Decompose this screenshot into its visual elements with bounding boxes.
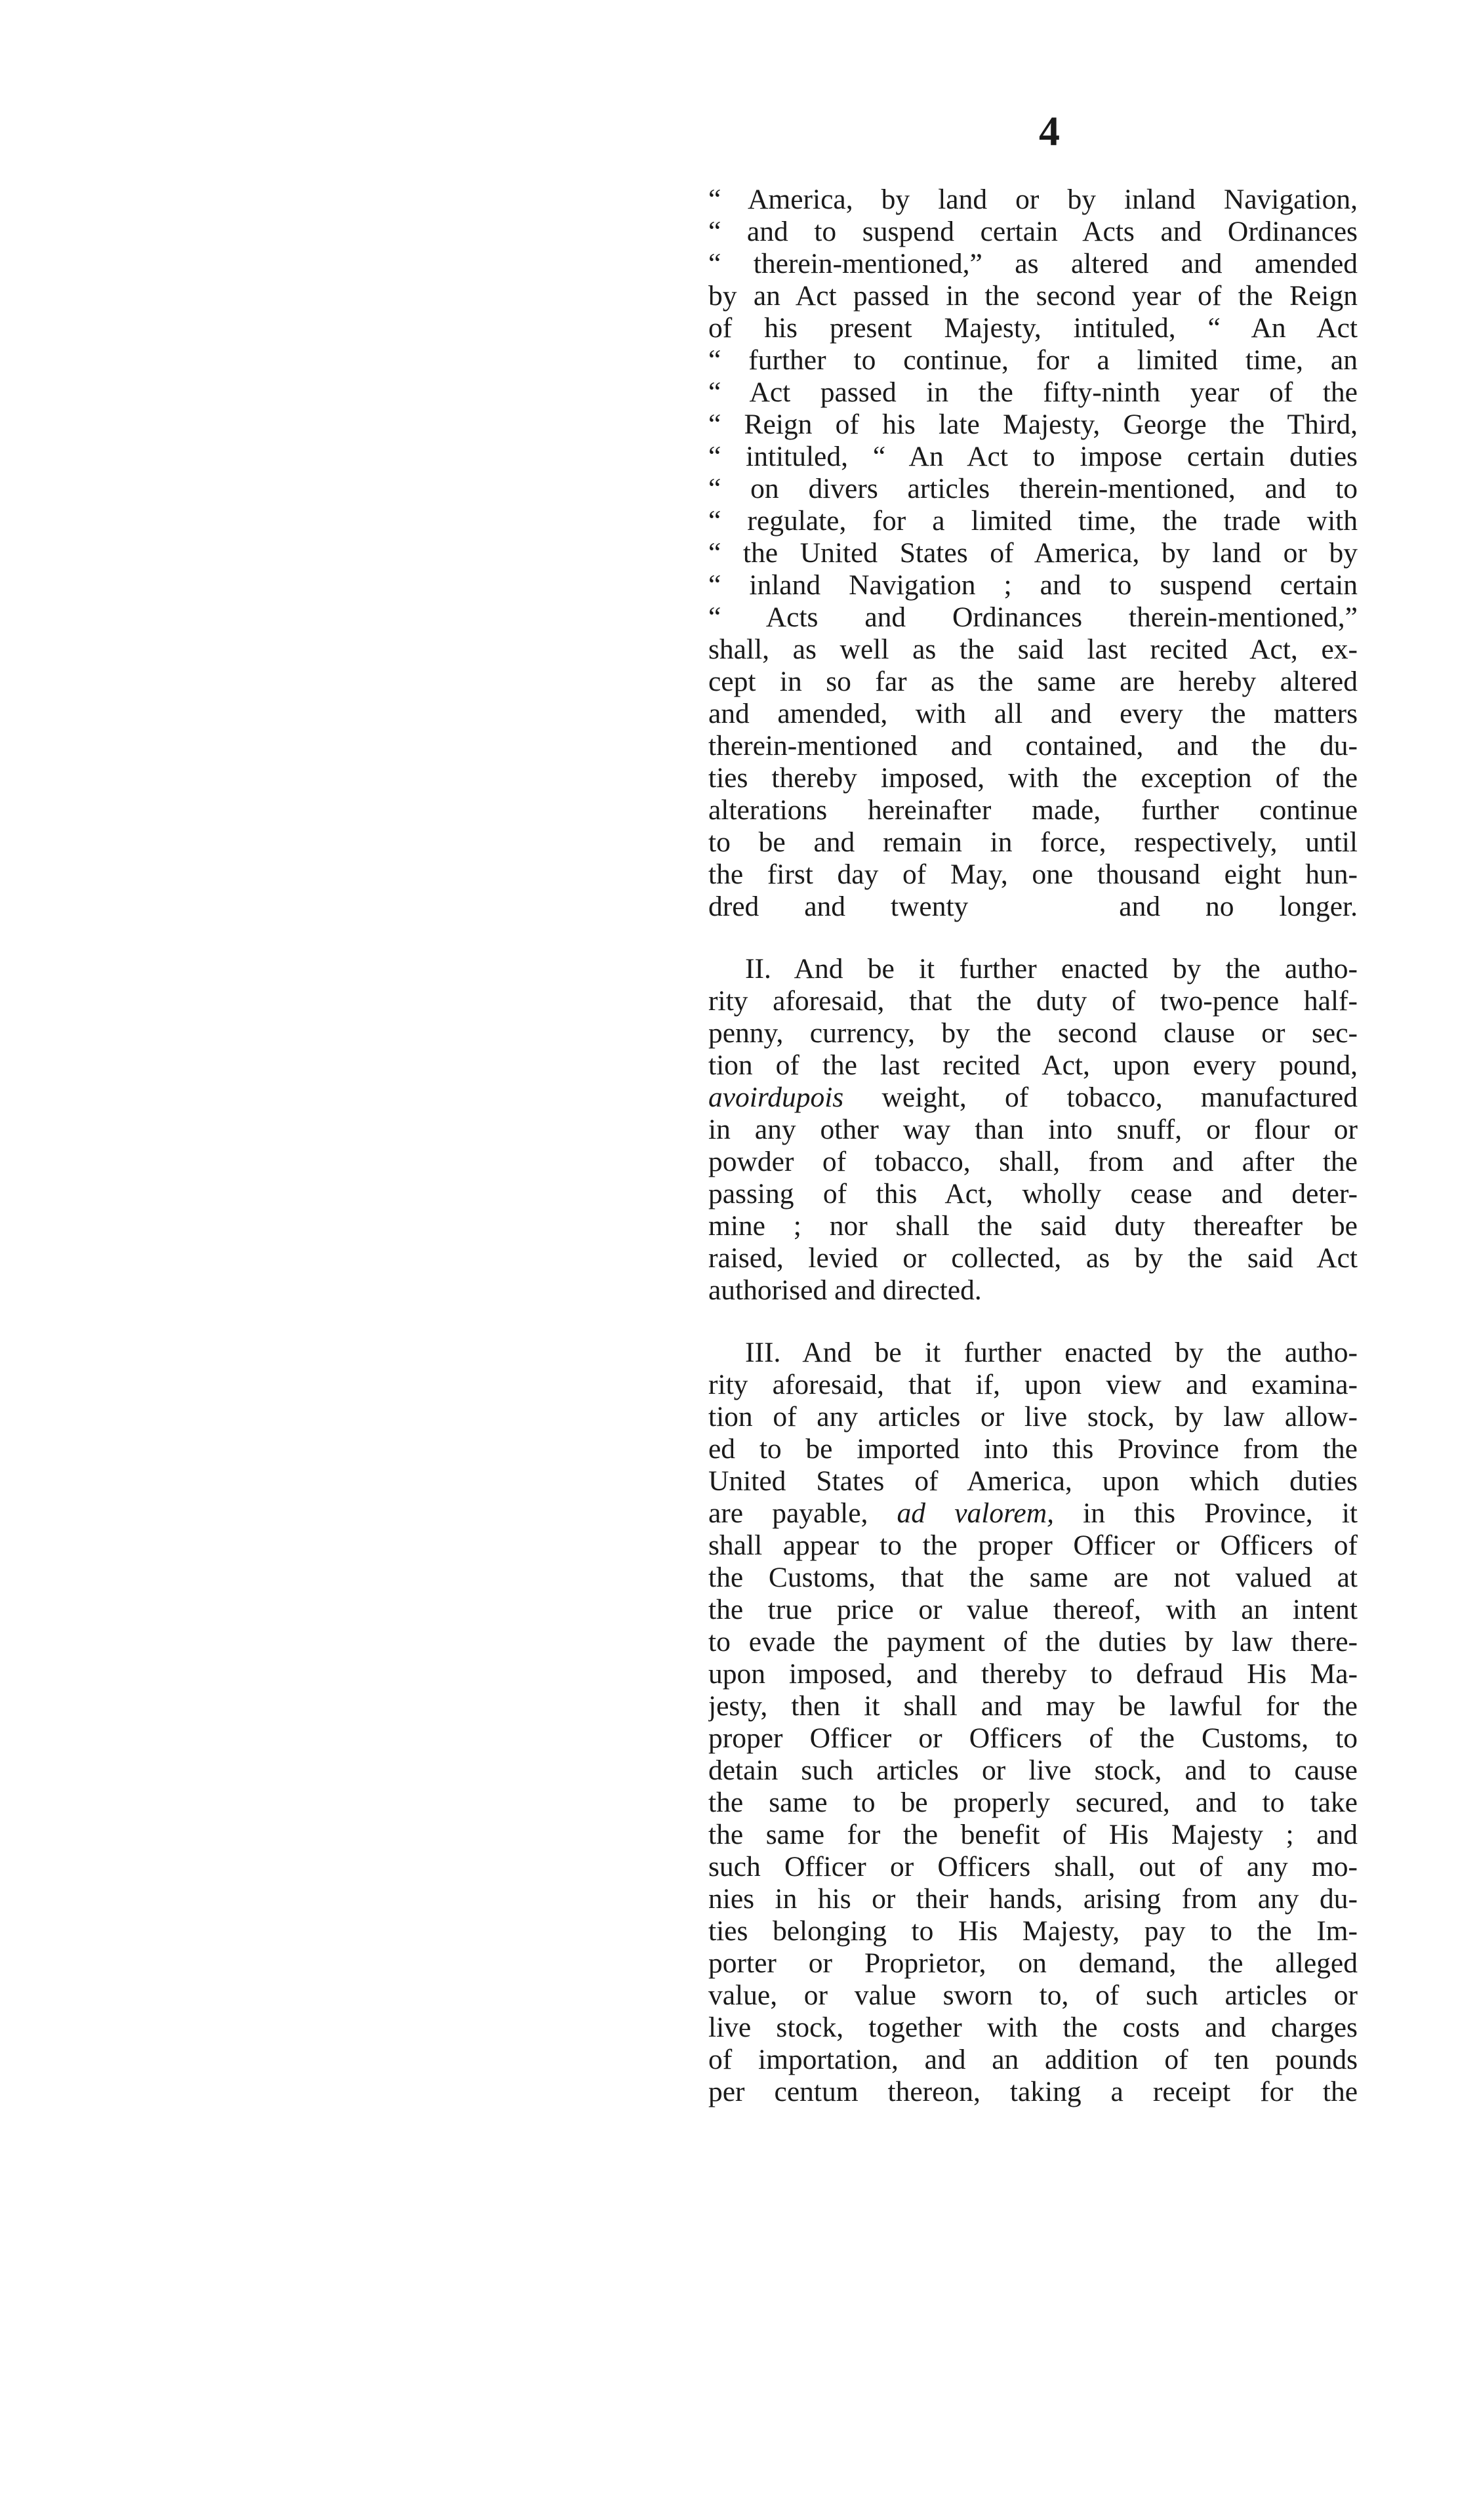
text-line: “ therein-mentioned,” as altered and amended [708, 248, 1358, 279]
line-rest: in this Province, it [1054, 1497, 1358, 1529]
text-line: rity aforesaid, that if, upon view and examina- [708, 1369, 1358, 1400]
text-line: jesty, then it shall and may be lawful for the [708, 1690, 1358, 1722]
text-line: to evade the payment of the duties by law there- [708, 1626, 1358, 1657]
text-line: “ and to suspend certain Acts and Ordinances [708, 216, 1358, 247]
text-line: “ Reign of his late Majesty, George the Third, [708, 409, 1358, 440]
text-line: per centum thereon, taking a receipt for the [708, 2076, 1358, 2107]
text-line: powder of tobacco, shall, from and after the [708, 1146, 1358, 1177]
text-line: proper Officer or Officers of the Customs, to [708, 1722, 1358, 1754]
paragraph-section-2 [708, 953, 1358, 1307]
text-line-with-blank [708, 891, 1358, 923]
text-line: authorised and directed. [708, 1274, 982, 1306]
text-line: mine ; nor shall the said duty thereafter be [708, 1210, 1358, 1242]
text-line: upon imposed, and thereby to defraud His Ma- [708, 1658, 1358, 1690]
text-line: in any other way than into snuff, or flour or [708, 1114, 1358, 1145]
text-line: raised, levied or collected, as by the said Act [708, 1242, 1358, 1274]
text-line: “ on divers articles therein-mentioned, and to [708, 473, 1358, 504]
text-line: by an Act passed in the second year of the Reign [708, 280, 1358, 312]
italic-term: avoirdupois [708, 1082, 844, 1113]
text-line: tion of any articles or live stock, by law allow- [708, 1401, 1358, 1433]
line-rest: weight, of tobacco, manufactured [843, 1082, 1358, 1113]
text-line: the first day of May, one thousand eight hun- [708, 859, 1358, 890]
text-line: “ Acts and Ordinances therein-mentioned,” [708, 601, 1358, 633]
text-line: United States of America, upon which duties [708, 1465, 1358, 1497]
text-line: nies in his or their hands, arising from any du- [708, 1883, 1358, 1915]
text-line: to be and remain in force, respectively, until [708, 826, 1358, 858]
text-line: passing of this Act, wholly cease and deter- [708, 1178, 1358, 1209]
text-line: of his present Majesty, intituled, “ An Act [708, 312, 1358, 344]
text-line: the same to be properly secured, and to take [708, 1787, 1358, 1818]
text-line: live stock, together with the costs and charges [708, 2012, 1358, 2043]
text-line: “ inland Navigation ; and to suspend certain [708, 569, 1358, 601]
text-line: detain such articles or live stock, and to cause [708, 1755, 1358, 1786]
text-column [708, 184, 1358, 2108]
text-line: “ intituled, “ An Act to impose certain duties [708, 441, 1358, 472]
text-line [708, 1497, 1358, 1530]
text-line: porter or Proprietor, on demand, the alleged [708, 1947, 1358, 1979]
text-line: value, or value sworn to, of such articles or [708, 1980, 1358, 2011]
page-number: 4 [1039, 108, 1060, 154]
text-line: “ America, by land or by inland Navigation, [708, 184, 1358, 215]
paragraph-section-3 [708, 1337, 1358, 2108]
text-line: “ regulate, for a limited time, the trade with [708, 505, 1358, 537]
italic-term: ad valorem, [897, 1497, 1055, 1529]
paragraph-continuation [708, 184, 1358, 923]
text-line: of importation, and an addition of ten pounds [708, 2044, 1358, 2075]
text-line: the true price or value thereof, with an intent [708, 1594, 1358, 1625]
text-line: ties belonging to His Majesty, pay to the Im- [708, 1915, 1358, 1947]
text-line: penny, currency, by the second clause or sec- [708, 1017, 1358, 1049]
text-line: the same for the benefit of His Majesty ; and [708, 1819, 1358, 1850]
text-line: tion of the last recited Act, upon every pound, [708, 1049, 1358, 1081]
text-line: the Customs, that the same are not valued at [708, 1562, 1358, 1593]
text-line: ed to be imported into this Province from the [708, 1433, 1358, 1465]
section-heading-line: III. And be it further enacted by the autho- [745, 1337, 1358, 1368]
text-line [708, 1082, 1358, 1114]
line-start: dred and twenty [708, 891, 969, 922]
text-line: and amended, with all and every the matters [708, 698, 1358, 729]
text-line: cept in so far as the same are hereby altered [708, 666, 1358, 697]
section-heading-line: II. And be it further enacted by the autho- [745, 953, 1358, 985]
text-line: “ further to continue, for a limited time, an [708, 344, 1358, 376]
text-line: “ Act passed in the fifty-ninth year of the [708, 376, 1358, 408]
text-line: rity aforesaid, that the duty of two-pence half- [708, 985, 1358, 1017]
line-start: are payable, [708, 1497, 897, 1529]
text-line: shall appear to the proper Officer or Officers of [708, 1530, 1358, 1561]
line-end: and no longer. [1119, 891, 1358, 922]
text-line: such Officer or Officers shall, out of any mo- [708, 1851, 1358, 1882]
text-line: alterations hereinafter made, further continue [708, 794, 1358, 826]
text-line: “ the United States of America, by land or by [708, 537, 1358, 569]
text-line: shall, as well as the said last recited Act, ex- [708, 634, 1358, 665]
text-line: ties thereby imposed, with the exception of the [708, 762, 1358, 794]
text-line: therein-mentioned and contained, and the du- [708, 730, 1358, 762]
